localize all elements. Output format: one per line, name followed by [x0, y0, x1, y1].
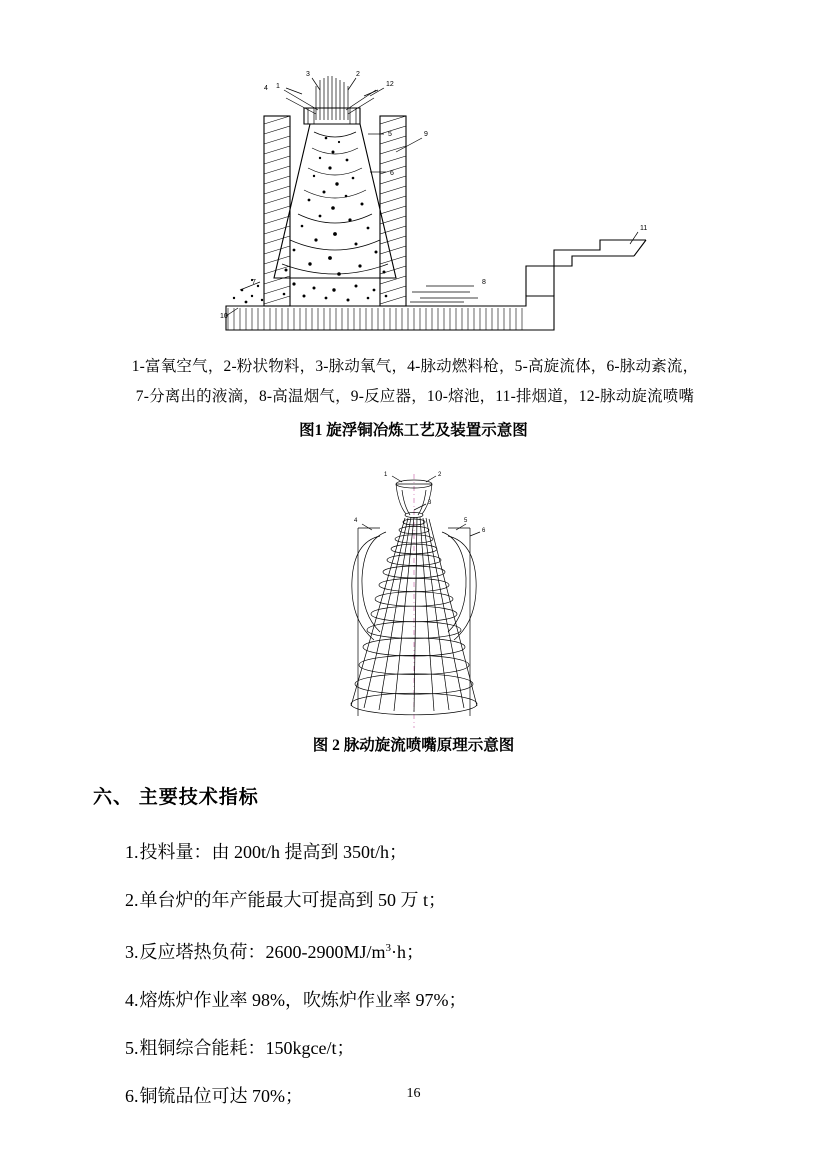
- list-item: [125, 976, 785, 1024]
- item-number: 3.: [125, 942, 139, 962]
- figure-1-legend-line-1: 1-富氧空气，2-粉状物料，3-脉动氧气，4-脉动燃料枪，5-高旋流体，6-脉动紊流，: [131, 358, 699, 375]
- item-number: 1.: [125, 842, 139, 862]
- item-text: 熔炼炉作业率 98%，吹炼炉作业率 97%；: [139, 990, 467, 1010]
- list-item: [125, 1024, 785, 1072]
- item-number: 5.: [125, 1038, 139, 1058]
- item-text: 铜锍品位可达 70%；: [139, 1086, 303, 1106]
- figure1-callout-5: 5: [387, 131, 392, 138]
- item-text: 单台炉的年产能最大可提高到 50 万 t；: [139, 890, 446, 910]
- item-text-post: ·h；: [391, 942, 425, 962]
- technical-indicator-list: [125, 828, 785, 1120]
- figure-2-title: 图 2 脉动旋流喷嘴原理示意图: [312, 737, 515, 754]
- figure1-callout-11: 11: [639, 225, 647, 232]
- list-item: [125, 924, 785, 976]
- item-number: 4.: [125, 990, 139, 1010]
- figure2-callout-3: 3: [427, 500, 431, 506]
- item-text-superscript: 3: [385, 942, 392, 954]
- figure-1-legend-line-2: 7-分离出的液滴，8-高温烟气，9-反应器，10-熔池，11-排烟道，12-脉动旋流喷嘴: [135, 388, 695, 405]
- item-number: 2.: [125, 890, 139, 910]
- figure1-callout-7: 7: [251, 279, 256, 286]
- figure-1-legend: [95, 352, 735, 412]
- item-text-pre: 反应塔热负荷：2600-2900MJ/m: [139, 942, 386, 962]
- list-item: [125, 876, 785, 924]
- figure-1-image: [0, 68, 827, 338]
- figure1-callout-2: 2: [355, 71, 360, 78]
- figure1-callout-3: 3: [305, 71, 310, 78]
- figure-2-image: [0, 470, 827, 735]
- figure2-callout-2: 2: [437, 472, 441, 478]
- figure2-callout-1: 1: [383, 472, 387, 478]
- item-number: 6.: [125, 1086, 139, 1106]
- list-item: [125, 828, 785, 876]
- item-text: 粗铜综合能耗：150kgce/t；: [139, 1038, 355, 1058]
- page-number: 16: [406, 1086, 421, 1101]
- figure2-callout-4: 4: [353, 518, 357, 524]
- figure2-callout-5: 5: [463, 518, 467, 524]
- figure1-callout-9: 9: [423, 131, 428, 138]
- figure1-callout-1: 1: [275, 83, 280, 90]
- figure1-callout-6: 6: [389, 170, 394, 177]
- figure-1-title: 图1 旋浮铜冶炼工艺及装置示意图: [299, 422, 528, 439]
- figure1-callout-8: 8: [481, 279, 486, 286]
- figure1-callout-10: 10: [219, 313, 228, 320]
- section-heading: 六、 主要技术指标: [93, 787, 259, 808]
- figure2-callout-6: 6: [481, 528, 485, 534]
- figure1-callout-4: 4: [263, 85, 268, 92]
- figure1-callout-12: 12: [385, 81, 394, 88]
- item-text: 投料量：由 200t/h 提高到 350t/h；: [139, 842, 408, 862]
